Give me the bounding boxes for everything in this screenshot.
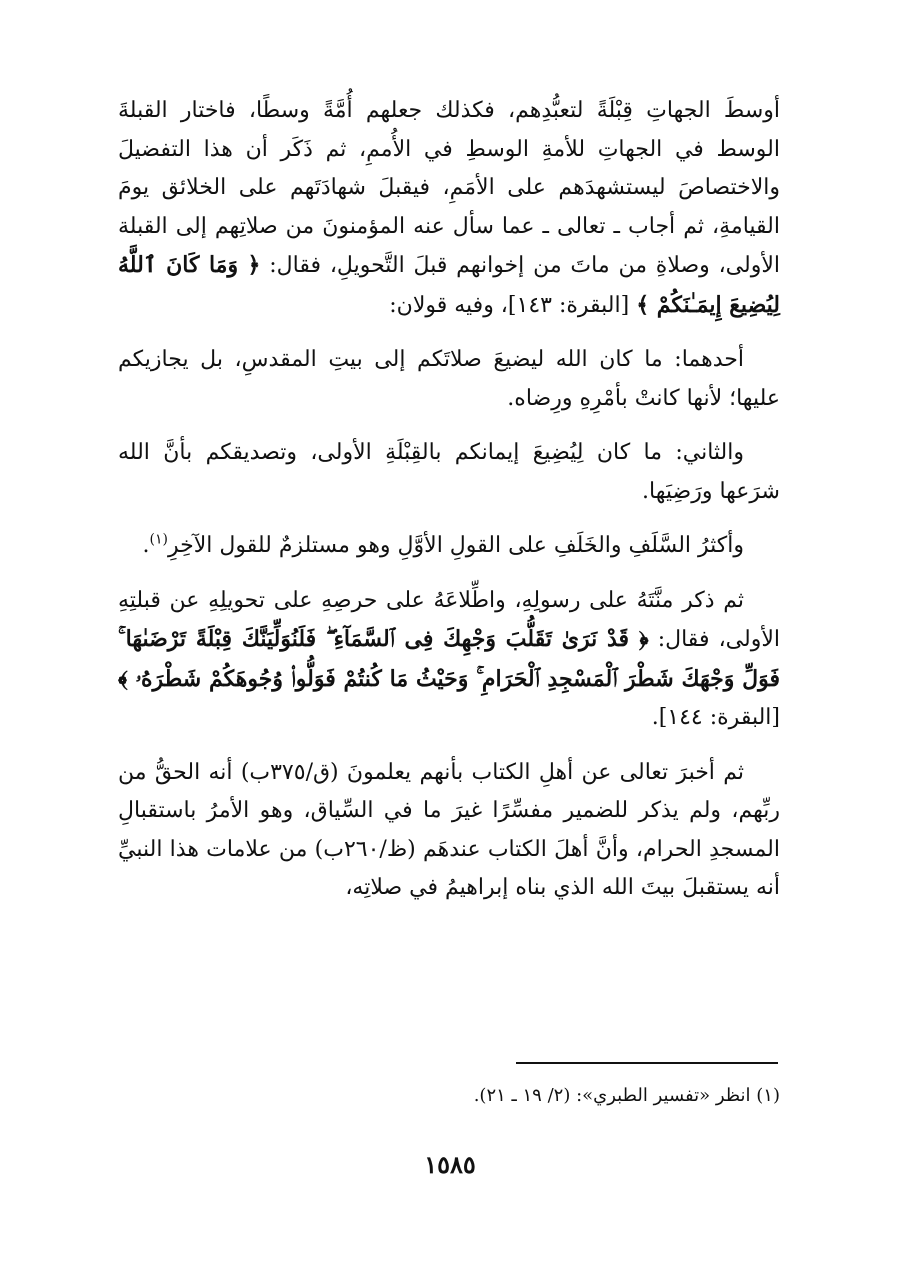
- quran-verse-1: ﴿ وَمَا كَانَ ٱللَّهُ لِيُضِيعَ إِيمَـٰنَكُمْ ﴾: [118, 252, 780, 318]
- verse-reference-2: [البقرة: ١٤٤].: [651, 705, 780, 730]
- paragraph-1: [118, 92, 780, 325]
- quran-verse-2: ﴿ قَدْ نَرَىٰ تَقَلُّبَ وَجْهِكَ فِى ٱلسَّمَآءِ ۖ فَلَنُوَلِّيَنَّكَ قِبْلَةً تَرْضَىٰهَا ۚ فَوَلِّ وَجْهَكَ شَطْرَ ٱلْمَسْجِدِ ٱلْحَرَامِ ۚ وَحَيْثُ مَا كُنتُمْ فَوَلُّوا۟ وُجُوهَكُمْ شَطْرَهُۥ ﴾: [118, 626, 780, 692]
- page-number: ١٥٨٥: [424, 1150, 476, 1179]
- paragraph-1-text: أوسطَ الجهاتِ قِبْلَةً لتعبُّدِهم، فكذلك جعلهم أُمَّةً وسطًا، فاختار القبلةَ الوسط في الجهاتِ للأمةِ الوسطِ في الأُممِ، ثم ذَكَر أن هذا التفضيلَ والاختصاصَ ليستشهدَهم على الأمَمِ، فيقبلَ شهادَتَهم على الخلائق يومَ القيامةِ، ثم أجاب ـ تعالى ـ عما سأل عنه المؤمنونَ من صلاتِهم إلى القبلة الأولى، وصلاةِ من ماتَ من إخوانهم قبلَ التَّحويلِ، فقال:: [118, 98, 780, 278]
- footnote-divider: [516, 1062, 778, 1064]
- paragraph-4-end: .: [142, 533, 150, 558]
- paragraph-6: ثم أخبرَ تعالى عن أهلِ الكتاب بأنهم يعلمونَ (ق/٣٧٥ب) أنه الحقُّ من ربِّهم، ولم يذكر للضمير مفسِّرًا غيرَ ما في السِّياق، وهو الأمرُ باستقبالِ المسجدِ الحرام، وأنَّ أهلَ الكتاب عندهَم (ظ/٢٦٠ب) من علامات هذا النبيِّ أنه يستقبلَ بيتَ الله الذي بناه إبراهيمُ في صلاتِه،: [118, 759, 780, 900]
- footnote-reference[interactable]: (١): [149, 531, 169, 548]
- paragraph-4-text: وأكثرُ السَّلَفِ والخَلَفِ على القولِ الأوَّلِ وهو مستلزمٌ للقول الآخِرِ: [168, 533, 744, 558]
- paragraph-3: والثاني: ما كان لِيُضِيعَ إيمانكم بالقِبْلَةِ الأولى، وتصديقكم بأنَّ الله شرَعها ورَضِيَها.: [118, 440, 780, 504]
- paragraph-2: أحدهما: ما كان الله ليضيعَ صلاتَكم إلى بيتِ المقدسِ، بل يجازيكم عليها؛ لأنها كانتْ بأمْرِهِ ورِضاه.: [118, 347, 780, 411]
- paragraph-5-text: ثم ذكر منَّتَهُ على رسولِهِ، واطِّلاعَهُ على حرصِهِ على تحويلِهِ عن قبلتِهِ الأولى، فقال:: [118, 587, 780, 652]
- paragraph-4: [118, 527, 780, 566]
- footnote: (١) انظر «تفسير الطبري»: (٢/ ١٩ ـ ٢١).: [473, 1085, 780, 1106]
- paragraph-5: [118, 582, 780, 738]
- main-text: [118, 92, 780, 924]
- verse-reference-1: [البقرة: ١٤٣]، وفيه قولان:: [389, 292, 637, 318]
